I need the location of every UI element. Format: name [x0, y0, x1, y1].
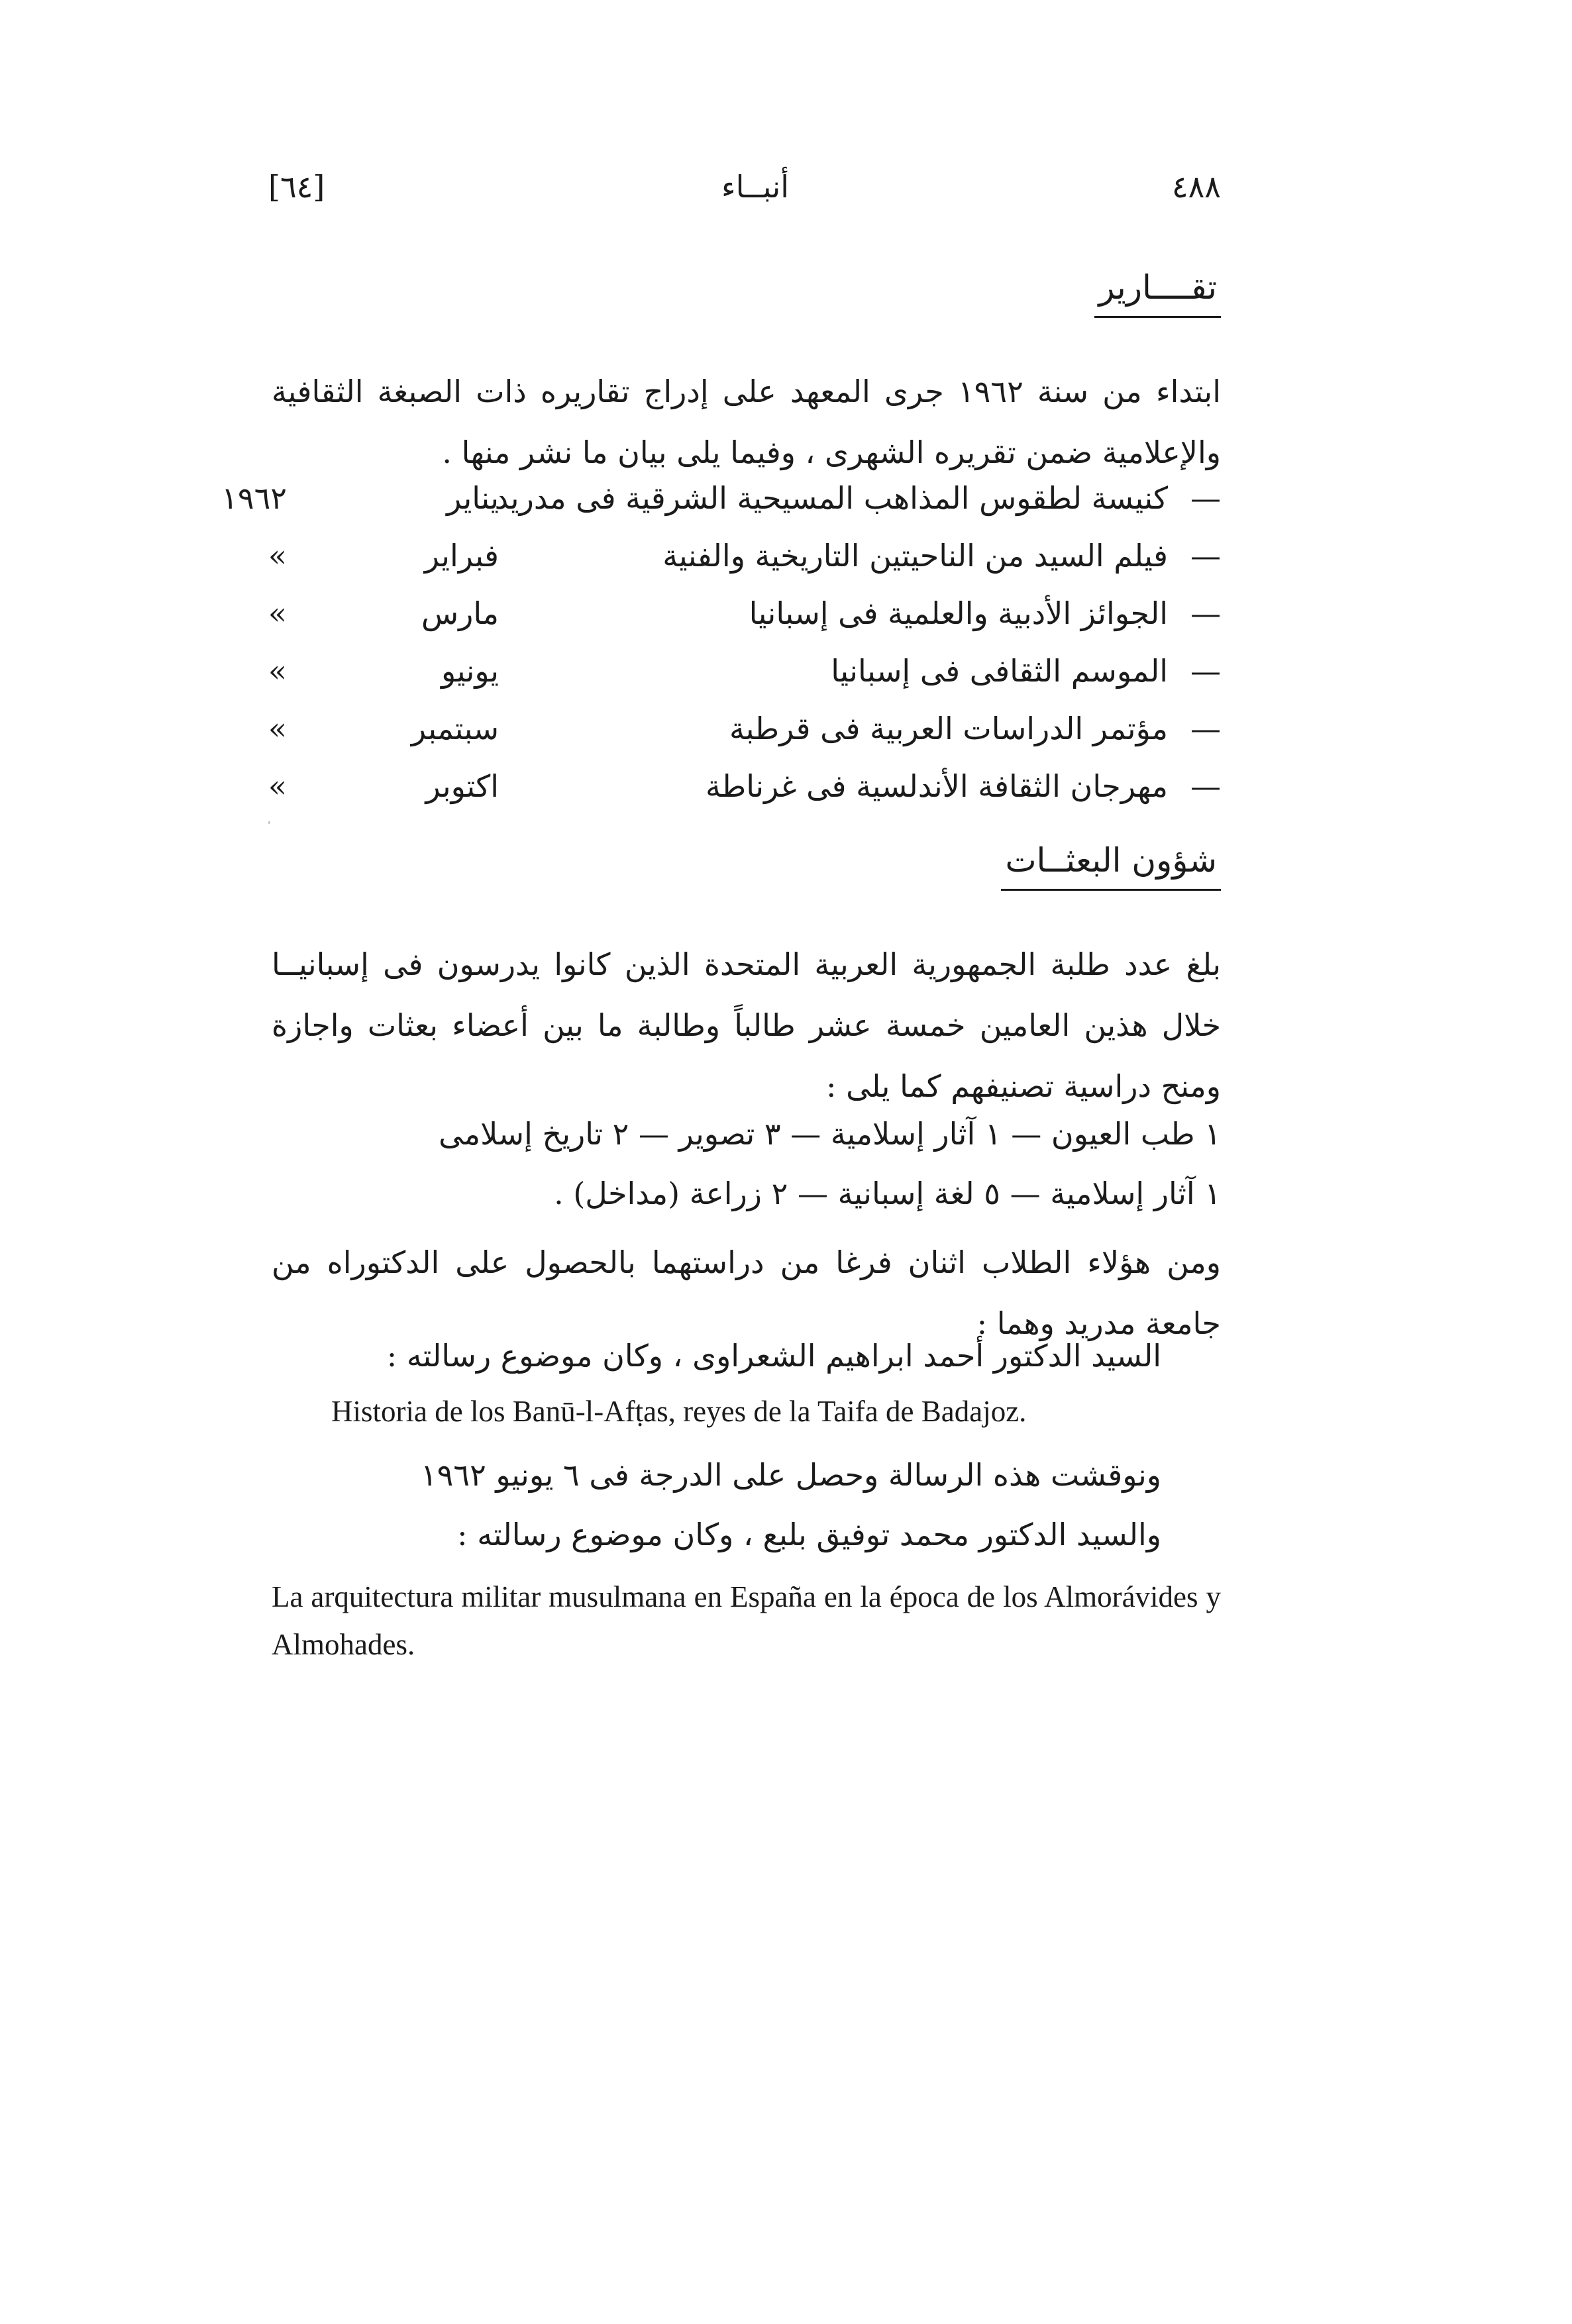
reports-heading: تقــــارير	[1094, 268, 1221, 318]
thesis-2-title: La arquitectura militar musulmana en España en la época de los Almorávides y Almohades.	[272, 1580, 1221, 1661]
scan-speck	[268, 821, 270, 824]
report-title: الموسم الثقافى فى إسبانيا	[831, 653, 1168, 689]
running-title: أنبــاء	[721, 169, 790, 205]
courses-line-1: ١ طب العيون — ١ آثار إسلامية — ٣ تصوير — ٢ تاريخ إسلامى	[439, 1116, 1221, 1152]
report-year: »	[268, 595, 287, 631]
student-2-line: والسيد الدكتور محمد توفيق بلبع ، وكان موضوع رسالته :	[457, 1517, 1161, 1552]
page-number: ٤٨٨	[1171, 169, 1221, 205]
report-title: مؤتمر الدراسات العربية فى قرطبة	[729, 711, 1168, 746]
courses-line-2: ١ آثار إسلامية — ٥ لغة إسبانية — ٢ زراعة (مداخل) .	[554, 1176, 1221, 1211]
missions-paragraph: بلغ عدد طلبة الجمهورية العربية المتحدة الذين كانوا يدرسون فى إسبانيــا خلال هذين العامين خمسة عشر طالباً وطالبة ما بين أعضاء بعثات واجازة ومنح دراسية تصنيفهم كما يلى :	[272, 946, 1221, 1104]
list-item	[221, 480, 1221, 538]
dash-bullet: —	[1190, 653, 1221, 689]
report-year: »	[268, 768, 287, 804]
report-month: اكتوبر	[425, 768, 499, 804]
report-year: »	[268, 653, 287, 689]
issue-number: [٦٤]	[268, 169, 325, 205]
report-month: يونيو	[441, 653, 499, 689]
report-month: يناير	[446, 480, 499, 516]
report-year: »	[268, 538, 287, 574]
doctorate-intro: ومن هؤلاء الطلاب اثنان فرغا من دراستهما بالحصول على الدكتوراه من جامعة مدريد وهما :	[272, 1244, 1221, 1341]
list-item	[268, 538, 1221, 595]
reports-intro: ابتداء من سنة ١٩٦٢ جرى المعهد على إدراج تقاريره ذات الصبغة الثقافية والإعلامية ضمن تقريره الشهرى ، وفيما يلى بيان ما نشر منها .	[272, 374, 1221, 470]
list-item	[268, 711, 1221, 768]
dash-bullet: —	[1190, 480, 1221, 516]
report-month: فبراير	[424, 538, 499, 574]
report-year: »	[268, 711, 287, 746]
dash-bullet: —	[1190, 768, 1221, 804]
student-1-line: السيد الدكتور أحمد ابراهيم الشعراوى ، وكان موضوع رسالته :	[386, 1338, 1161, 1374]
reports-list	[221, 480, 1221, 826]
report-month: مارس	[421, 595, 499, 631]
list-item	[268, 653, 1221, 711]
list-item	[268, 595, 1221, 653]
defense-line: ونوقشت هذه الرسالة وحصل على الدرجة فى ٦ يونيو ١٩٦٢	[420, 1457, 1161, 1493]
thesis-1-title: Historia de los Banū-l-Afṭas, reyes de la Taifa de Badajoz.	[331, 1395, 1027, 1428]
missions-heading: شؤون البعثــات	[1001, 841, 1221, 891]
report-title: مهرجان الثقافة الأندلسية فى غرناطة	[706, 768, 1168, 804]
dash-bullet: —	[1190, 595, 1221, 631]
report-title: فيلم السيد من الناحيتين التاريخية والفنية	[662, 538, 1168, 574]
report-year: ١٩٦٢	[221, 480, 287, 516]
dash-bullet: —	[1190, 711, 1221, 746]
report-title: كنيسة لطقوس المذاهب المسيحية الشرقية فى مدريد	[494, 480, 1168, 516]
list-item	[268, 768, 1221, 826]
report-month: سبتمبر	[411, 711, 499, 746]
report-title: الجوائز الأدبية والعلمية فى إسبانيا	[749, 595, 1168, 631]
dash-bullet: —	[1190, 538, 1221, 574]
